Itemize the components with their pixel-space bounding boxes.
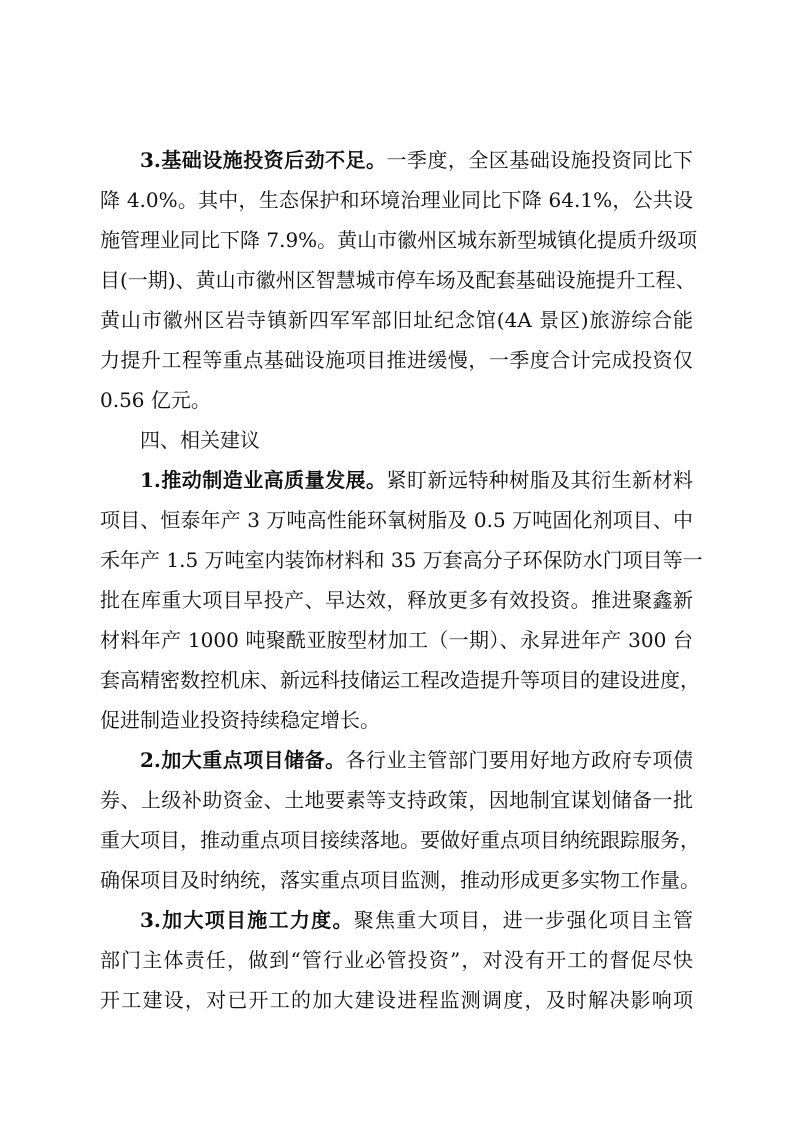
suggestion3-line-2: 部门主体责任，做到“管行业必管投资”，对没有开工的督促尽快 xyxy=(100,948,693,972)
section-title: 四、相关建议 xyxy=(140,428,260,452)
suggestion1-line-4: 批在库重大项目早投产、早达效，释放更多有效投资。推进聚鑫新 xyxy=(100,588,693,612)
suggestion1-line-3: 禾年产 1.5 万吨室内装饰材料和 35 万套高分子环保防水门项目等一 xyxy=(100,548,703,572)
suggestion3-line-3: 开工建设，对已开工的加大建设进程监测调度，及时解决影响项 xyxy=(100,988,693,1012)
paragraph-infra-line-2: 降 4.0%。其中，生态保护和环境治理业同比下降 64.1%，公共设 xyxy=(100,188,693,212)
suggestion1-line-5: 材料年产 1000 吨聚酰亚胺型材加工（一期）、永昇进年产 300 台 xyxy=(100,628,693,652)
suggestion2-heading: 2.加大重点项目储备。 xyxy=(140,748,346,772)
suggestion3-heading: 3.加大项目施工力度。 xyxy=(140,908,354,932)
suggestion2-line-4: 确保项目及时纳统，落实重点项目监测，推动形成更多实物工作量。 xyxy=(100,868,700,892)
suggestion1-heading: 1.推动制造业高质量发展。 xyxy=(140,468,387,492)
paragraph-infra-line-1: 3.基础设施投资后劲不足。一季度，全区基础设施投资同比下 xyxy=(140,148,693,172)
paragraph-infra-line-4: 目(一期)、黄山市徽州区智慧城市停车场及配套基础设施提升工程、 xyxy=(100,268,696,292)
suggestion2-line-1: 2.加大重点项目储备。各行业主管部门要用好地方政府专项债 xyxy=(140,748,693,772)
suggestion1-line-2: 项目、恒泰年产 3 万吨高性能环氧树脂及 0.5 万吨固化剂项目、中 xyxy=(100,508,693,532)
suggestion1-line-1: 1.推动制造业高质量发展。紧盯新远特种树脂及其衍生新材料 xyxy=(140,468,693,492)
suggestion1-line-7: 促进制造业投资持续稳定增长。 xyxy=(100,708,380,732)
suggestion2-line-2: 券、上级补助资金、土地要素等支持政策，因地制宜谋划储备一批 xyxy=(100,788,693,812)
paragraph-infra-heading: 3.基础设施投资后劲不足。 xyxy=(140,148,387,172)
paragraph-infra-line-5: 黄山市徽州区岩寺镇新四军军部旧址纪念馆(4A 景区)旅游综合能 xyxy=(100,308,693,332)
paragraph-infra-line-3: 施管理业同比下降 7.9%。黄山市徽州区城东新型城镇化提质升级项 xyxy=(100,228,698,252)
suggestion2-line-3: 重大项目，推动重点项目接续落地。要做好重点项目纳统跟踪服务， xyxy=(100,828,700,852)
paragraph-infra-line-6: 力提升工程等重点基础设施项目推进缓慢，一季度合计完成投资仅 xyxy=(100,348,693,372)
paragraph-infra-line-7: 0.56 亿元。 xyxy=(100,388,211,412)
suggestion1-line-6: 套高精密数控机床、新远科技储运工程改造提升等项目的建设进度， xyxy=(100,668,700,692)
suggestion3-line-1: 3.加大项目施工力度。聚焦重大项目，进一步强化项目主管 xyxy=(140,908,693,932)
